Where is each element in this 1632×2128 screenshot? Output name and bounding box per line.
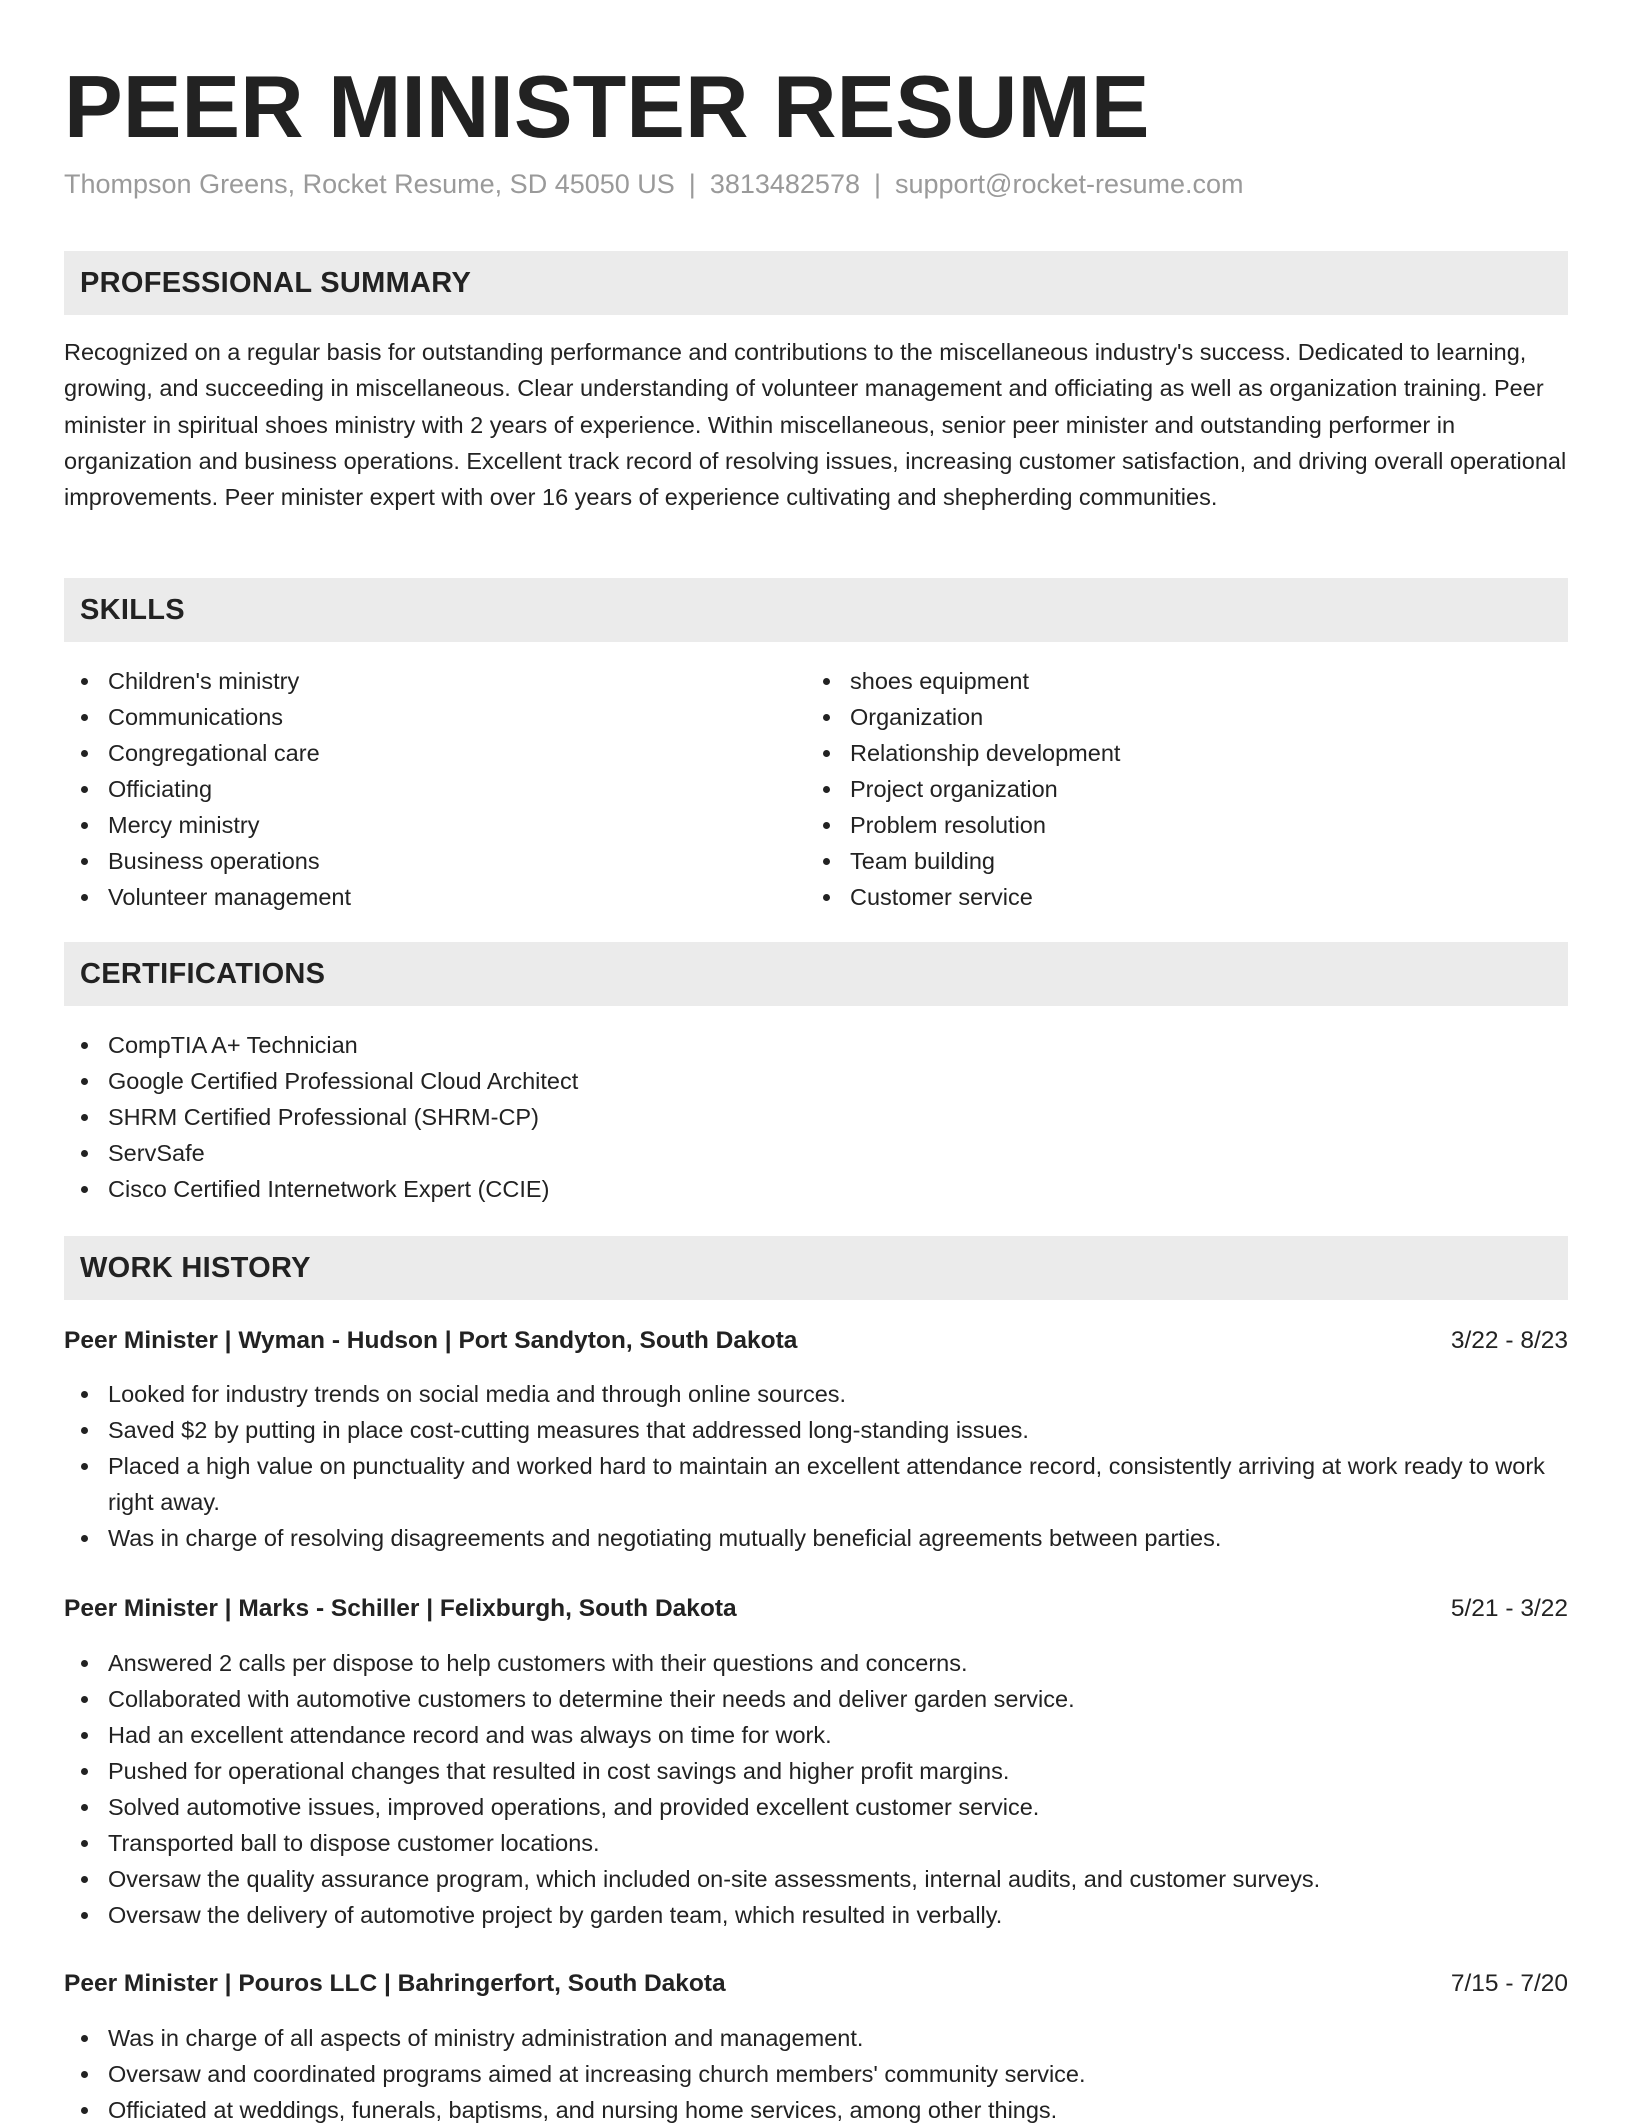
skill-item: Business operations	[64, 843, 784, 879]
contact-address: Thompson Greens, Rocket Resume, SD 45050 US	[64, 169, 675, 199]
job-bullet: Had an excellent attendance record and was always on time for work.	[64, 1717, 1568, 1753]
skill-item: Children's ministry	[64, 663, 784, 699]
job-bullet: Answered 2 calls per dispose to help customers with their questions and concerns.	[64, 1645, 1568, 1681]
skill-item: Organization	[806, 699, 1526, 735]
job-dates: 5/21 - 3/22	[1450, 1595, 1568, 1622]
job-bullets	[64, 1376, 1568, 1556]
job-dates: 7/15 - 7/20	[1450, 1970, 1568, 1997]
section-heading-certifications: CERTIFICATIONS	[64, 942, 1568, 1006]
job-bullets	[64, 1645, 1568, 1933]
certification-item: Cisco Certified Internetwork Expert (CCIE)	[64, 1171, 1568, 1207]
skills-list-left	[64, 663, 784, 915]
skill-item: Project organization	[806, 771, 1526, 807]
skill-item: Communications	[64, 699, 784, 735]
job-bullet: Pushed for operational changes that resulted in cost savings and higher profit margins.	[64, 1753, 1568, 1789]
job-bullet: Transported ball to dispose customer locations.	[64, 1825, 1568, 1861]
certification-item: ServSafe	[64, 1135, 1568, 1171]
job-bullet: Was in charge of all aspects of ministry administration and management.	[64, 2020, 1568, 2056]
job-bullet: Collaborated with automotive customers to determine their needs and deliver garden service.	[64, 1681, 1568, 1717]
skill-item: Relationship development	[806, 735, 1526, 771]
job-bullet: Saved $2 by putting in place cost-cutting measures that addressed long-standing issues.	[64, 1412, 1568, 1448]
job-title: Peer Minister | Marks - Schiller | Felixburgh, South Dakota	[64, 1595, 737, 1622]
job-title: Peer Minister | Pouros LLC | Bahringerfort, South Dakota	[64, 1970, 726, 1997]
job-bullet: Oversaw the delivery of automotive project by garden team, which resulted in verbally.	[64, 1897, 1568, 1933]
contact-phone: 3813482578	[709, 169, 860, 199]
job-bullet: Looked for industry trends on social media and through online sources.	[64, 1376, 1568, 1412]
skills-list-right	[806, 663, 1526, 915]
skill-item: shoes equipment	[806, 663, 1526, 699]
skill-item: Officiating	[64, 771, 784, 807]
contact-line	[64, 166, 1244, 202]
skill-item: Mercy ministry	[64, 807, 784, 843]
job-bullet: Oversaw and coordinated programs aimed at increasing church members' community service.	[64, 2056, 1568, 2092]
skill-item: Team building	[806, 843, 1526, 879]
skill-item: Problem resolution	[806, 807, 1526, 843]
job-bullet: Solved automotive issues, improved operations, and provided excellent customer service.	[64, 1789, 1568, 1825]
skill-item: Congregational care	[64, 735, 784, 771]
job-bullet: Officiated at weddings, funerals, baptisms, and nursing home services, among other things.	[64, 2092, 1568, 2128]
contact-separator: |	[688, 169, 696, 199]
contact-email: support@rocket-resume.com	[895, 169, 1244, 199]
certification-item: Google Certified Professional Cloud Architect	[64, 1063, 1568, 1099]
job-bullet: Oversaw the quality assurance program, which included on-site assessments, internal audits, and customer surveys.	[64, 1861, 1568, 1897]
job-bullet: Was in charge of resolving disagreements and negotiating mutually beneficial agreements between parties.	[64, 1520, 1568, 1556]
skill-item: Volunteer management	[64, 879, 784, 915]
skill-item: Customer service	[806, 879, 1526, 915]
job-bullet: Placed a high value on punctuality and worked hard to maintain an excellent attendance record, consistently arriving at work ready to work right away.	[64, 1448, 1568, 1520]
job-dates: 3/22 - 8/23	[1450, 1327, 1568, 1354]
contact-separator: |	[873, 169, 881, 199]
certification-item: SHRM Certified Professional (SHRM-CP)	[64, 1099, 1568, 1135]
certifications-list	[64, 1027, 1568, 1207]
certification-item: CompTIA A+ Technician	[64, 1027, 1568, 1063]
section-heading-summary: PROFESSIONAL SUMMARY	[64, 251, 1568, 315]
section-heading-work-history: WORK HISTORY	[64, 1236, 1568, 1300]
job-title: Peer Minister | Wyman - Hudson | Port Sandyton, South Dakota	[64, 1327, 798, 1354]
resume-title: PEER MINISTER RESUME	[64, 57, 1150, 156]
section-heading-skills: SKILLS	[64, 578, 1568, 642]
summary-text: Recognized on a regular basis for outstanding performance and contributions to the miscellaneous industry's success. Dedicated to learning, growing, and succeeding in miscellaneous. Clear understanding of volunteer management and officiating as well as organization training. Peer minister in spiritual shoes ministry with 2 years of experience. Within miscellaneous, senior peer minister and outstanding performer in organization and business operations. Excellent track record of resolving issues, increasing customer satisfaction, and driving overall operational improvements. Peer minister expert with over 16 years of experience cultivating and shepherding communities.	[64, 339, 1567, 511]
